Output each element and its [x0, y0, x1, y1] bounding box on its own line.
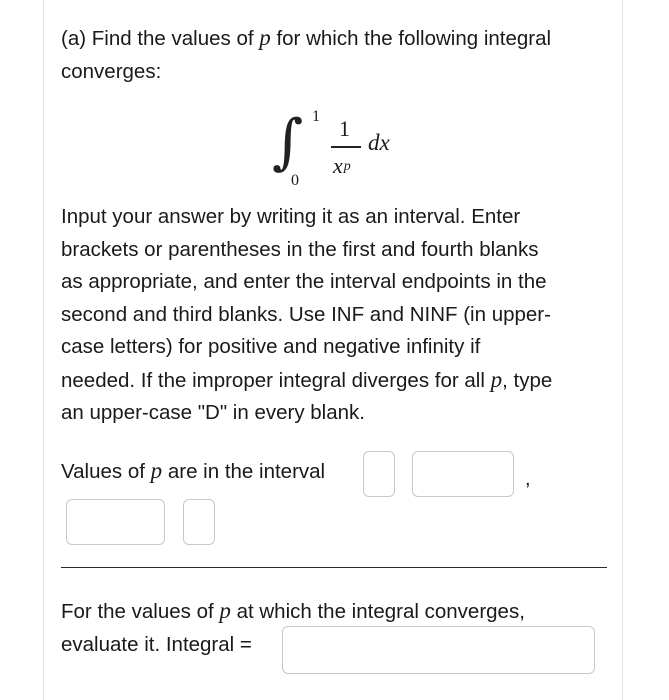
- section-divider: [61, 567, 607, 568]
- fraction-denominator: [333, 153, 351, 179]
- instruction-line: needed. If the improper integral diverges for all: [61, 368, 491, 392]
- instruction-line: case letters) for positive and negative infinity if: [61, 335, 481, 358]
- prompt-text: for which the following integral: [270, 27, 552, 50]
- fraction-numerator: 1: [339, 116, 350, 141]
- variable-p: p: [490, 366, 503, 392]
- lower-limit: 0: [291, 172, 299, 189]
- instruction-line: Input your answer by writing it as an interval. Enter: [61, 205, 521, 228]
- prompt-text: converges:: [61, 59, 162, 83]
- instruction-line: as appropriate, and enter the interval endpoints in the: [61, 270, 547, 293]
- interval-comma: ,: [525, 468, 531, 490]
- upper-limit: 1: [312, 108, 320, 125]
- interval-open-bracket-input[interactable]: [363, 451, 395, 497]
- label-text: are in the interval: [162, 460, 326, 483]
- instruction-line: brackets or parentheses in the first and fourth blanks: [61, 237, 539, 261]
- variable-p: p: [150, 458, 163, 483]
- interval-lower-endpoint-input[interactable]: [412, 451, 514, 497]
- fraction-bar: [331, 146, 361, 148]
- interval-upper-endpoint-input[interactable]: [66, 499, 165, 545]
- part-a-prompt: [61, 22, 611, 88]
- integral-sign: ∫: [272, 107, 304, 177]
- variable-p: p: [259, 25, 271, 50]
- instruction-line: an upper-case "D" in every blank.: [61, 401, 365, 424]
- integral-expression: [270, 108, 430, 188]
- prompt-text: at which the integral converges,: [230, 600, 525, 623]
- instruction-line: second and third blanks. Use INF and NINF (in upper-: [61, 302, 551, 326]
- denominator-exponent: p: [343, 159, 351, 174]
- instructions-text: [61, 201, 611, 430]
- label-text: Values of: [61, 460, 151, 483]
- prompt-text: For the values of: [61, 600, 220, 623]
- instruction-line: , type: [502, 368, 553, 392]
- interval-close-bracket-input[interactable]: [183, 499, 215, 545]
- prompt-text: (a) Find the values of: [61, 27, 260, 50]
- integral-value-input[interactable]: [282, 626, 595, 674]
- prompt-text: evaluate it. Integral =: [61, 632, 252, 656]
- differential: dx: [368, 130, 390, 155]
- variable-p: p: [219, 598, 231, 623]
- denominator-base: x: [333, 153, 343, 178]
- interval-label: [61, 455, 361, 489]
